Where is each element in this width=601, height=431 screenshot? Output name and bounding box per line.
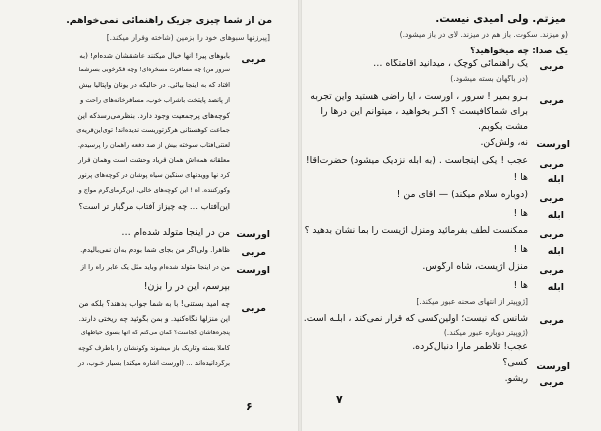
dialogue-line: کرد نها وویدنهای سنگین سیاه پوشان در کوچه‌های پرنور	[78, 172, 230, 179]
dialogue-line: ممکنست لطف بفرمائید ومنزل اژیست را بما نشان بدهید ؟	[304, 226, 528, 236]
dialogue-line: مشت بکوبم.	[477, 122, 528, 132]
dialogue-line: ها !	[513, 173, 528, 183]
dialogue-line: عجب! تلاطمر مارا دنبال‌کرده.	[412, 342, 528, 352]
dialogue-line: عجب ! یکی اینجاست . (به ابله نزدیک میشود) حضرت‌آقا!	[305, 156, 528, 166]
speaker-name: اورست	[536, 140, 570, 150]
speaker-name: اورست	[236, 230, 270, 240]
dialogue-line: ها !	[513, 245, 528, 255]
stage-direction: (و میزند. سکوت. باز هم در میزند. لای در باز میشود.)	[399, 31, 568, 39]
speaker-name: یک صدا: چه میخواهید؟	[470, 47, 568, 56]
dialogue-line: برگردانیده‌اند … (اورست اشاره میکند) بسیار خـوب، در	[78, 360, 230, 367]
dialogue-line: معلقانه همه‌اش همان فریاد وحشت است وهمان فرار	[78, 157, 230, 164]
speaker-name: مربی	[241, 304, 266, 314]
dialogue-line: شانس که نیست؛ اولین‌کسی که قرار نمی‌کند ، ابلـه است.	[304, 314, 528, 324]
page-number: ۷	[336, 393, 343, 406]
dialogue-line: پنجره‌هاشان کجاست؟ گمان می‌کنم که آنها بسوی حیاطهای	[80, 330, 230, 336]
speaker-name: مربی	[539, 266, 564, 276]
stage-direction: [ژوپیتر از انتهای صحنه عبور میکند.]	[416, 298, 528, 306]
dialogue-line: سرور من) چه مسافرت مسخره‌ای! وچه فکرخوبی بسرشما	[78, 67, 230, 73]
right-page	[300, 0, 601, 431]
speaker-name: ابله	[547, 283, 564, 293]
speaker-name: مربی	[539, 316, 564, 326]
speaker-name: مربی	[539, 96, 564, 106]
speaker-name: ابله	[547, 211, 564, 221]
speaker-name: مربی	[539, 230, 564, 240]
dialogue-line: من در اینجا متولد شده‌ام وباید مثل یک عابر راه را از	[80, 264, 230, 271]
dialogue-line: از پانصد پایتخت باشراب خوب، مسافرخانه‌های راحت و	[80, 97, 230, 104]
stage-direction: (ژوپیتر دوباره عبور میکند.)	[443, 329, 528, 337]
stage-direction: (در باگهان بسته میشود.)	[450, 75, 528, 83]
page-number: ۶	[246, 400, 253, 413]
dialogue-line: ها !	[513, 209, 528, 219]
speaker-name: اورست	[536, 362, 570, 372]
speaker-name: مربی	[539, 62, 564, 72]
speaker-name: مربی	[241, 55, 266, 65]
speaker-name: مربی	[241, 248, 266, 258]
speaker-name: ابله	[547, 175, 564, 185]
speaker-name: اورست	[236, 266, 270, 276]
left-page	[0, 0, 300, 431]
dialogue-line: چه امید بستنی! با به شما جواب بدهند؟ بلکه من	[78, 300, 230, 308]
dialogue-line: این منزلها نگاه‌کنید. و بمن بگوئید چه ریختی دارند.	[78, 315, 230, 323]
dialogue-line: منزل اژیست، شاه آرگوس.	[422, 262, 528, 272]
dialogue-line: بپرسم، این در را بزن!	[143, 282, 230, 292]
dialogue-line: لعنتی‌آفتاب سوخته بیش از صد دفعه راهمان را پرسیدم.	[77, 142, 230, 149]
dialogue-line: افتاد که به اینجا بیائی. در حالیکه در یونان واپتالیا بیش	[78, 82, 230, 89]
dialogue-line: برای شما‌کافیست ؟ اگـر بخواهید ، میتوانم این درها را	[320, 107, 528, 117]
dialogue-line: من در اینجا متولد شده‌ام …	[121, 228, 230, 238]
dialogue-line: (دوباره سلام میکند) — آقای من !	[396, 190, 528, 200]
dialogue-line: نه، ولش‌کن.	[480, 138, 528, 148]
dialogue-line: بـرو بمیر ! سرور ، اورست ، آیا راضی هستید واین تجربه	[310, 92, 528, 102]
stage-direction: [پیرزنها سبوهای خود را بزمین (شاخته وفرار میکند.]	[106, 34, 270, 42]
speaker-name: مربی	[539, 194, 564, 204]
dialogue-line: ها !	[513, 281, 528, 291]
dialogue-line: کوچه‌های پرجمعیت وجود دارد. بنظرمی‌رسدکه این	[77, 112, 230, 120]
dialogue-line: ریشو.	[504, 374, 528, 384]
speaker-name: مربی	[539, 378, 564, 388]
speaker-name: مربی	[539, 160, 564, 170]
dialogue-line: جماعت کوهستانی هرگزتوریست ندیده‌اند! توی‌این‌قریه‌ی	[76, 127, 230, 134]
dialogue-line: این‌آفتاب … چه چیزاز آفتاب مرگبار تر است؟	[78, 202, 230, 211]
dialogue-line: من از شما چیزی جزیک راهنمائی نمی‌خواهم.	[66, 16, 272, 26]
dialogue-line: بابوهای پیر! آنها خیال میکنند عاشقشان شده‌ام! (به	[79, 52, 230, 60]
dialogue-line: میزتم. ولی امیدی نیست.	[435, 14, 566, 25]
dialogue-line: ظاهراً. ولی‌اگر من بجای شما بودم به‌آن نمی‌بالیدم.	[80, 246, 230, 254]
dialogue-line: یک راهنمائی کوچک ، میدانید اقامتگاه …	[373, 59, 528, 69]
speaker-name: ابله	[547, 247, 564, 257]
dialogue-line: کسی؟	[502, 358, 528, 368]
dialogue-line: کاملا بسته وتاریک باز میشوند وکونشان را باطرف کوچه	[78, 345, 230, 352]
dialogue-line: وکورکننده. آه ! این کوچه‌های خالی، این‌گرمای‌گرم مواج و	[78, 187, 230, 194]
